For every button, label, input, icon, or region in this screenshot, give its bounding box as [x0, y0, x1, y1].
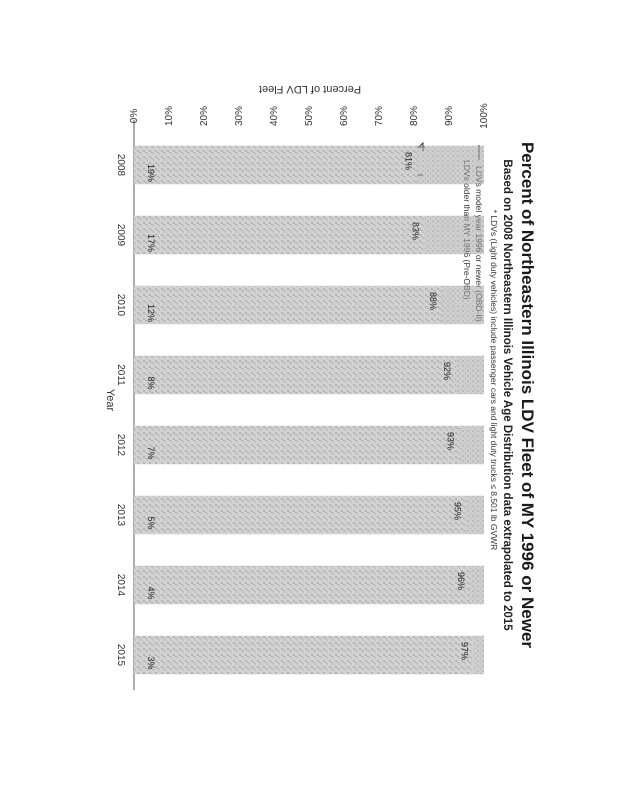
- category-tick-2015: 2015: [115, 643, 126, 667]
- bar-newer-2009: [134, 216, 425, 255]
- bar-older-2010: [442, 286, 484, 325]
- y-axis-title: Percent of LDV Fleet: [258, 83, 362, 95]
- data-label-newer-2009: 83%: [410, 221, 421, 241]
- value-tick-80pct: 80%: [409, 105, 420, 127]
- value-tick-20pct: 20%: [199, 105, 210, 127]
- category-tick-2008: 2008: [115, 153, 126, 177]
- bar-newer-2011: [134, 356, 456, 395]
- data-label-older-2008: 19%: [146, 163, 156, 183]
- data-label-newer-2010: 88%: [428, 291, 438, 311]
- category-tick-2014: 2014: [115, 573, 126, 597]
- chart-title: Percent of Northeastern Illinois LDV Fleet of MY 1996 or Newer: [518, 141, 537, 649]
- value-tick-50pct: 50%: [304, 105, 315, 127]
- category-tick-2010: 2010: [115, 293, 126, 317]
- data-label-older-2009: 17%: [146, 233, 156, 253]
- data-label-older-2015: 3%: [146, 656, 156, 670]
- data-label-older-2013: 5%: [146, 516, 156, 530]
- x-axis-title: Year: [104, 388, 116, 412]
- category-tick-2013: 2013: [115, 503, 126, 527]
- bar-older-2011: [456, 356, 484, 395]
- bar-older-2015: [474, 636, 485, 675]
- category-tick-2011: 2011: [115, 364, 126, 386]
- value-tick-90pct: 90%: [444, 105, 455, 127]
- bar-older-2008: [418, 146, 485, 185]
- value-tick-40pct: 40%: [269, 105, 280, 127]
- data-label-newer-2011: 92%: [442, 361, 452, 381]
- bar-older-2013: [467, 496, 485, 535]
- bar-newer-2013: [134, 496, 467, 535]
- data-label-newer-2013: 95%: [452, 501, 463, 521]
- category-tick-2009: 2009: [115, 223, 126, 247]
- bar-newer-2008: [134, 146, 418, 185]
- rotated-chart-group: [104, 103, 537, 690]
- value-tick-100pct: 100%: [479, 103, 490, 129]
- bar-older-2009: [425, 216, 485, 255]
- value-tick-70pct: 70%: [374, 105, 385, 127]
- data-label-older-2012: 7%: [146, 446, 156, 460]
- bar-newer-2010: [134, 286, 442, 325]
- value-ticks-group: [129, 103, 490, 129]
- data-label-older-2014: 4%: [146, 586, 156, 600]
- bar-older-2014: [470, 566, 484, 605]
- data-label-newer-2014: 96%: [456, 571, 466, 591]
- value-tick-60pct: 60%: [339, 105, 350, 127]
- bar-newer-2015: [134, 636, 474, 675]
- data-label-older-2010: 12%: [146, 303, 156, 323]
- data-label-older-2011: 8%: [146, 376, 156, 390]
- bar-newer-2012: [134, 426, 460, 465]
- bar-newer-2014: [134, 566, 470, 605]
- category-tick-2012: 2012: [115, 433, 126, 457]
- value-tick-0pct: 0%: [129, 108, 140, 124]
- bar-older-2012: [460, 426, 485, 465]
- bars-group: [134, 146, 484, 675]
- data-label-newer-2015: 97%: [459, 641, 470, 661]
- data-label-newer-2008: 81%: [403, 151, 414, 171]
- value-tick-10pct: 10%: [164, 105, 175, 127]
- chart-subtitle: Based on 2008 Northeastern Illinois Vehicle Age Distribution data extrapolated to 2015: [501, 159, 513, 631]
- value-tick-30pct: 30%: [234, 105, 245, 127]
- chart-note: * LDVs (Light duty vehicles) include passenger cars and light duty trucks ≤ 8,501 lb GVWR: [489, 209, 499, 551]
- data-label-newer-2012: 93%: [445, 431, 456, 451]
